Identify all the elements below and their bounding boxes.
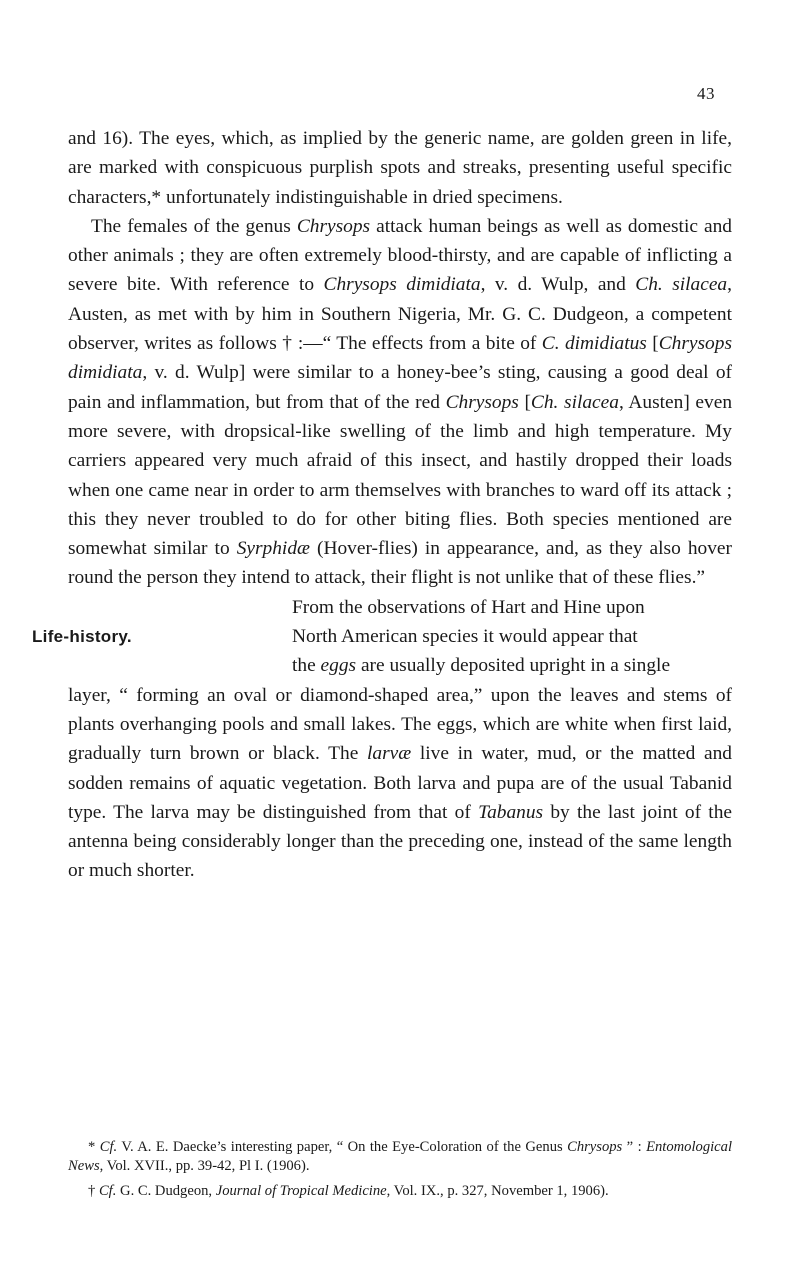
text-run: G. C. Dudgeon, (116, 1183, 216, 1199)
text-run: attack human beings as well as domestic and other animals ; they are often extremely blood-thirsty, and are capable of inflicting a severe bite. With reference to (68, 215, 732, 296)
text-run: , Vol. XVII., pp. 39-42, Pl I. (1906). (99, 1158, 310, 1174)
text-run: (Hover-flies) in appearance, and, as they also hover round the person they intend to attack, their flight is not unlike that of these flies.” (68, 538, 732, 589)
life-history-section (32, 593, 732, 886)
italic-run: eggs (320, 655, 357, 677)
italic-run: Entomological News (68, 1139, 732, 1174)
italic-run: larvæ (367, 743, 412, 765)
text-line: From the observations of Hart and Hine upon (292, 596, 645, 618)
text-run: , Vol. IX., p. 327, November 1, 1906). (386, 1183, 609, 1199)
italic-run: Syrphidæ (236, 538, 310, 560)
text-run: layer, “ forming an oval or diamond-shaped area,” upon the leaves and stems of plants overhanging pools and small lakes. The eggs, which are white when first laid, gradually turn brown or black. The (68, 684, 732, 765)
text-line (68, 651, 732, 680)
text-run: [ (646, 333, 659, 355)
italic-run: C. dimidiatus (541, 333, 647, 355)
italic-run: Cf. (99, 1139, 118, 1155)
italic-run: Chrysops dimidiata (68, 333, 732, 384)
italic-run: Chrysops (445, 391, 519, 413)
italic-run: Chrysops dimidiata (323, 274, 481, 296)
text-run: [ (518, 391, 531, 413)
side-heading-life-history: Life-history. (32, 626, 132, 646)
text-run: V. A. E. Daecke’s interesting paper, “ On the Eye-Coloration of the Genus (117, 1139, 568, 1155)
body-text (32, 124, 733, 886)
text-run: ” : (622, 1139, 647, 1155)
italic-run: Chrysops (296, 215, 371, 237)
paragraph-life-history (68, 593, 732, 886)
italic-run: Journal of Tropical Medicine (215, 1183, 387, 1199)
text-run: are usually deposited upright in a single (356, 655, 671, 677)
paragraph-females (68, 212, 732, 593)
text-run: , v. d. Wulp] were similar to a honey-bee’s sting, causing a good deal of pain and inflammation, but from that of the red (68, 362, 732, 413)
italic-run: Ch. silacea (530, 391, 619, 413)
italic-run: Ch. silacea (635, 274, 728, 296)
text-run: live in water, mud, or the matted and sodden remains of aquatic vegetation. Both larva and pupa are of the usual Tabanid type. The larva may be distinguished from that of (68, 743, 732, 823)
footnote-2 (68, 1182, 732, 1201)
text-run: , Austen, as met with by him in Southern Nigeria, Mr. G. C. Dudgeon, a competent observer, writes as follows † :—“ The effects from a bite of (68, 274, 732, 355)
paragraph-eyes (68, 124, 732, 212)
text-run: * (88, 1139, 100, 1155)
italic-run: Chrysops (567, 1139, 623, 1155)
text-run: and 16). The eyes, which, as implied by the generic name, are golden green in life, are marked with conspicuous purplish spots and streaks, presenting useful specific characters,* unfortunately indistinguishable in dried specimens. (68, 128, 732, 208)
text-run: the (292, 655, 321, 677)
footnote-1 (68, 1138, 732, 1176)
footnotes (68, 1138, 732, 1207)
text-run: † (88, 1183, 99, 1199)
text-run: , Austen] even more severe, with dropsical-like swelling of the limb and high temperature. My carriers appeared very much afraid of this insect, and hastily dropped their loads when one came near in order to arm themselves with branches to ward off its attack ; this they never troubled to do for other biting flies. Both species mentioned are somewhat similar to (68, 391, 733, 560)
italic-run: Cf. (98, 1183, 117, 1199)
text-run: The females of the genus (91, 215, 297, 237)
page-number: 43 (697, 84, 715, 103)
text-line: North American species it would appear that (292, 626, 638, 648)
text-run: , v. d. Wulp, and (480, 274, 636, 296)
italic-run: Tabanus (478, 801, 544, 823)
text-run: by the last joint of the antenna being considerably longer than the preceding one, instead of the same length or much shorter. (68, 801, 732, 882)
